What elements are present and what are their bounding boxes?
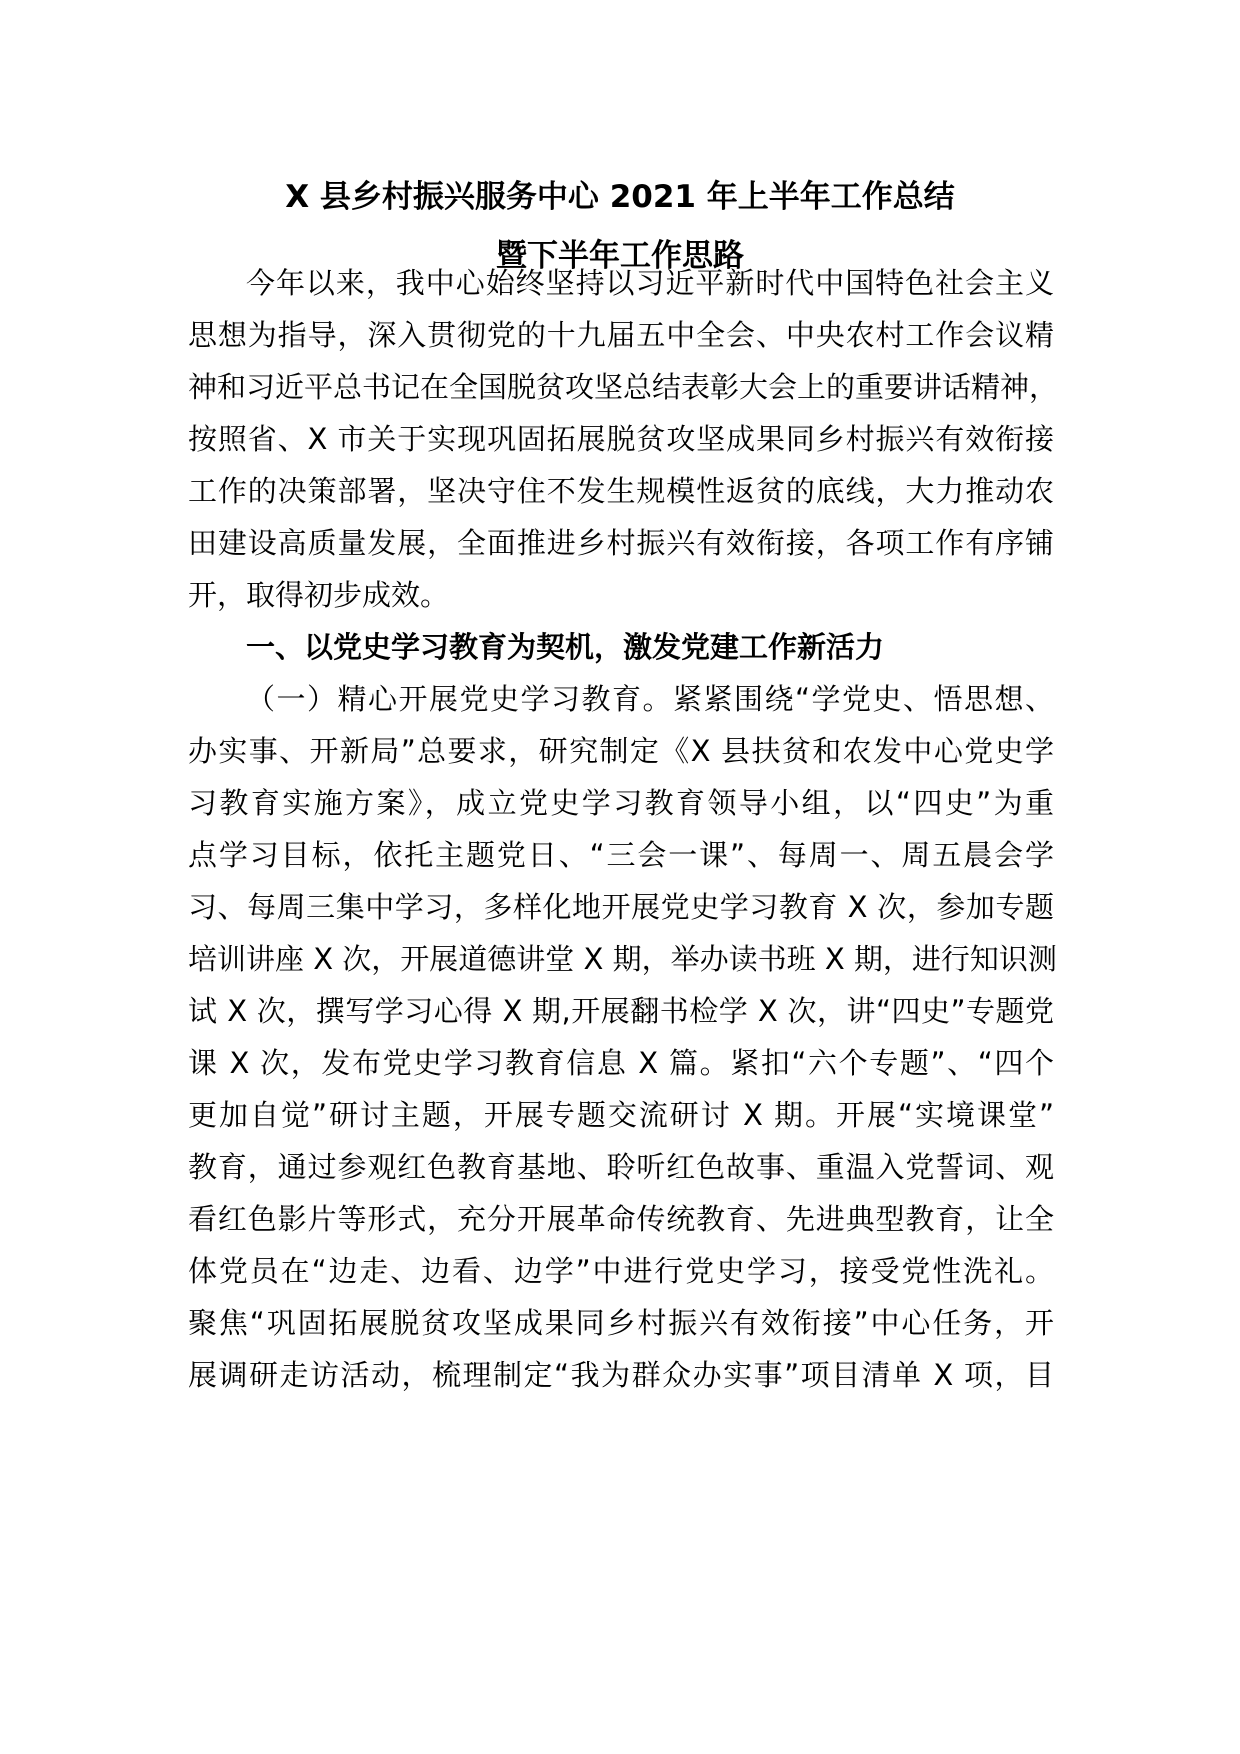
paragraph-line: 培训讲座 X 次，开展道德讲堂 X 期，举办读书班 X 期，进行知识测 xyxy=(188,942,1057,976)
section-heading: 一、以党史学习教育为契机，激发党建工作新活力 xyxy=(246,630,885,664)
paragraph-line: 工作的决策部署，坚决守住不发生规模性返贫的底线，大力推动农 xyxy=(188,474,1054,508)
document-title-line-2: 暨下半年工作思路 xyxy=(496,238,744,274)
paragraph-line: 体党员在“边走、边看、边学”中进行党史学习，接受党性洗礼。 xyxy=(188,1254,1054,1288)
paragraph-line: 神和习近平总书记在全国脱贫攻坚总结表彰大会上的重要讲话精神， xyxy=(188,370,1059,404)
paragraph-line: 今年以来，我中心始终坚持以习近平新时代中国特色社会主义 xyxy=(246,266,1054,300)
paragraph-line: 点学习目标，依托主题党日、“三会一课”、每周一、周五晨会学 xyxy=(188,838,1054,872)
document-title-line-1: X 县乡村振兴服务中心 2021 年上半年工作总结 xyxy=(285,179,955,215)
paragraph-line: 开，取得初步成效。 xyxy=(188,578,450,612)
paragraph-line: 办实事、开新局”总要求，研究制定《X 县扶贫和农发中心党史学 xyxy=(188,734,1054,768)
paragraph-line: 试 X 次，撰写学习心得 X 期,开展翻书检学 X 次，讲“四史”专题党 xyxy=(188,994,1054,1028)
paragraph-line: 教育，通过参观红色教育基地、聆听红色故事、重温入党誓词、观 xyxy=(188,1150,1054,1184)
paragraph-line: 展调研走访活动，梳理制定“我为群众办实事”项目清单 X 项，目 xyxy=(188,1358,1054,1392)
paragraph-line: 按照省、X 市关于实现巩固拓展脱贫攻坚成果同乡村振兴有效衔接 xyxy=(188,422,1054,456)
paragraph-line: 习、每周三集中学习，多样化地开展党史学习教育 X 次，参加专题 xyxy=(188,890,1054,924)
paragraph-line: 聚焦“巩固拓展脱贫攻坚成果同乡村振兴有效衔接”中心任务，开 xyxy=(188,1306,1054,1340)
paragraph-line: 看红色影片等形式，充分开展革命传统教育、先进典型教育，让全 xyxy=(188,1202,1054,1236)
paragraph-line: 田建设高质量发展，全面推进乡村振兴有效衔接，各项工作有序铺 xyxy=(188,526,1054,560)
paragraph-line: 思想为指导，深入贯彻党的十九届五中全会、中央农村工作会议精 xyxy=(188,318,1054,352)
paragraph-line: （一）精心开展党史学习教育。紧紧围绕“学党史、悟思想、 xyxy=(246,682,1054,716)
paragraph-line: 更加自觉”研讨主题，开展专题交流研讨 X 期。开展“实境课堂” xyxy=(188,1098,1054,1132)
paragraph-line: 习教育实施方案》，成立党史学习教育领导小组，以“四史”为重 xyxy=(188,786,1054,820)
paragraph-line: 课 X 次，发布党史学习教育信息 X 篇。紧扣“六个专题”、“四个 xyxy=(188,1046,1054,1080)
